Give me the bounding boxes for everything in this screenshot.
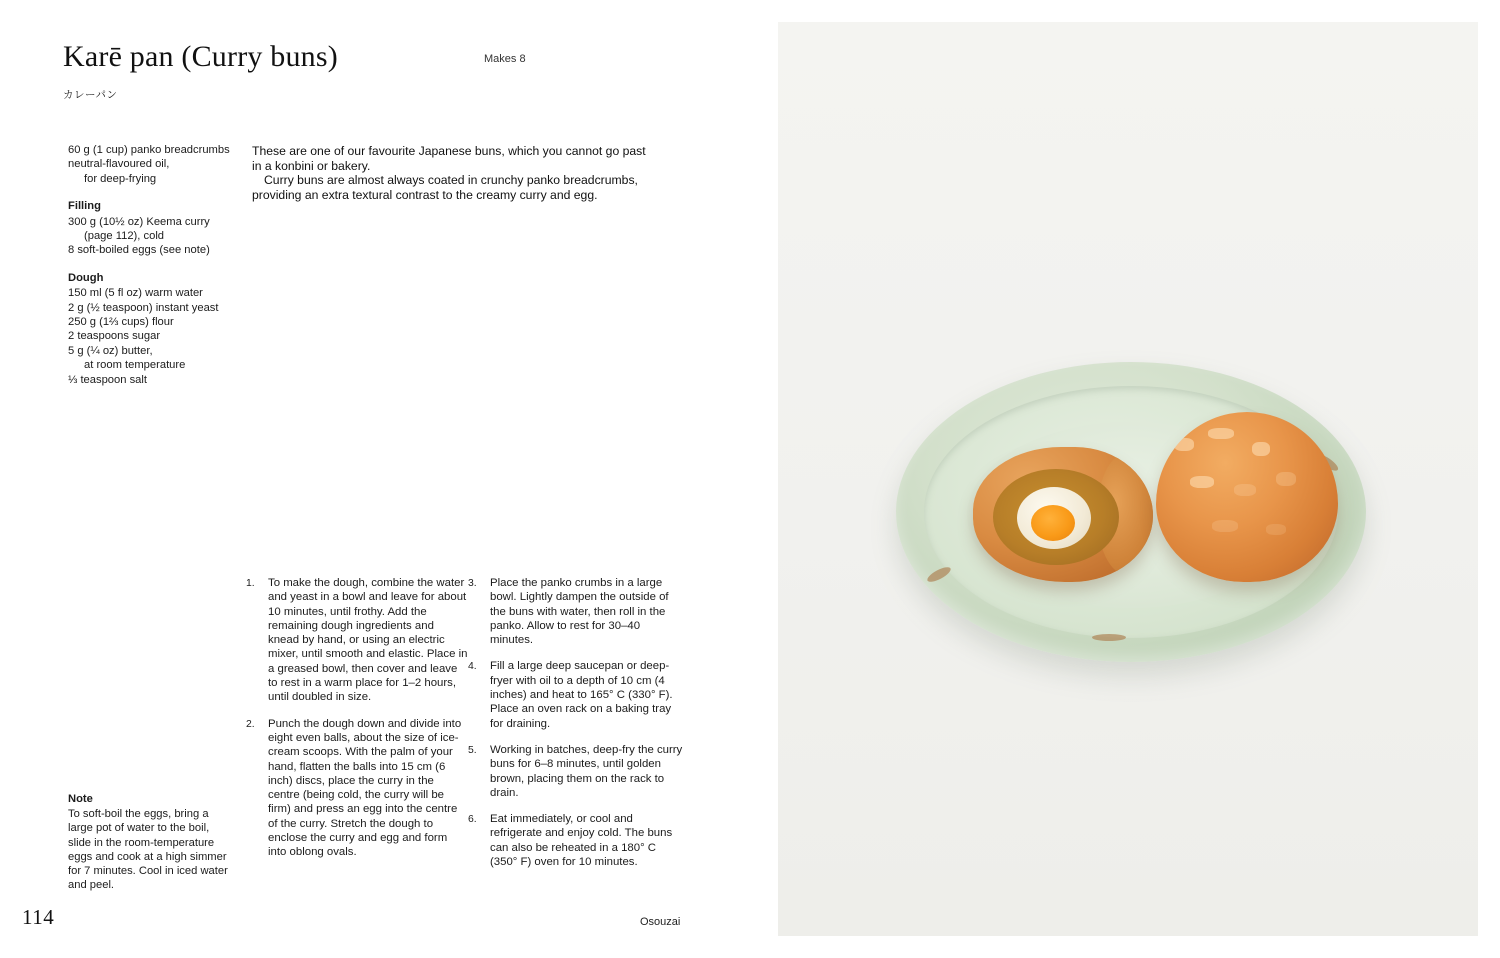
ingredient-item: 2 teaspoons sugar (68, 330, 161, 343)
ingredient-item: for deep-frying (84, 172, 157, 185)
recipe-photo (778, 22, 1478, 936)
ingredient-item: neutral-flavoured oil, (68, 158, 170, 171)
step-number: 3. (468, 578, 477, 589)
recipe-yield: Makes 8 (484, 53, 526, 65)
note-heading: Note (68, 793, 93, 805)
method-step (246, 576, 468, 705)
curry-bun-whole (1156, 412, 1338, 582)
plate-chip (1092, 634, 1126, 641)
ingredient-item: 300 g (10½ oz) Keema curry (68, 215, 210, 228)
ingredient-group-heading: Dough (68, 271, 104, 284)
egg-yolk (1031, 505, 1075, 541)
step-number: 2. (246, 718, 255, 730)
page-title: Karē pan (Curry buns) (63, 40, 338, 73)
ingredient-item: 5 g (¼ oz) butter, (68, 344, 153, 357)
ingredient-item: ⅓ teaspoon salt (68, 373, 147, 386)
step-text: Working in batches, deep-fry the curry buns for 6–8 minutes, until golden brown, placing them on the rack to drain. (490, 743, 683, 799)
method-step (468, 576, 686, 647)
panko-crumb (1252, 442, 1270, 456)
panko-crumb (1266, 524, 1286, 535)
method-column-left (246, 576, 468, 872)
step-number: 6. (468, 814, 477, 826)
intro-paragraph: Curry buns are almost always coated in crunchy panko breadcrumbs, providing an extra textural contrast to the creamy curry and egg. (252, 173, 638, 202)
ingredient-item: (page 112), cold (84, 230, 165, 243)
intro-paragraph: These are one of our favourite Japanese buns, which you cannot go past in a konbini or bakery. (252, 144, 646, 173)
note-text: To soft-boil the eggs, bring a large pot of water to the boil, slide in the room-temperature eggs and cook at a high simmer for 7 minutes. Cool in iced water and peel. (68, 808, 228, 892)
method-step (468, 743, 686, 800)
ingredient-item: 250 g (1⅔ cups) flour (68, 316, 174, 329)
panko-crumb (1212, 520, 1238, 532)
recipe-note (68, 792, 228, 892)
step-text: Place the panko crumbs in a large bowl. Lightly dampen the outside of the buns with water, then roll in the panko. Allow to rest for 30–40 minutes. (490, 577, 669, 647)
curry-bun-cut-open (973, 447, 1153, 582)
method-step (246, 717, 468, 860)
ingredient-item: at room temperature (84, 359, 186, 372)
ingredient-group (68, 143, 240, 186)
step-number: 1. (246, 578, 255, 589)
panko-crumb (1276, 472, 1296, 486)
step-text: Eat immediately, or cool and refrigerate and enjoy cold. The buns can also be reheated in a 180° C (350° F) oven for 10 minutes. (490, 813, 673, 869)
step-number: 4. (468, 661, 477, 673)
panko-crumb (1234, 484, 1256, 496)
step-text: Punch the dough down and divide into eight even balls, about the size of ice-cream scoops. With the palm of your hand, flatten the balls into 15 cm (6 inch) discs, place the curry in the centre (being cold, the curry will be firm) and press an egg into the centre of the curry. Stretch the dough to enclose the curry and egg and form into oblong ovals. (268, 717, 462, 859)
ingredient-group-heading: Filling (68, 200, 101, 213)
method-step (468, 812, 686, 869)
panko-crumb (1208, 428, 1234, 439)
ingredient-group (68, 199, 240, 258)
plate-chip (925, 564, 952, 584)
title-block (63, 40, 663, 102)
method-column-right (468, 576, 686, 881)
panko-crumb (1190, 476, 1214, 488)
recipe-intro (252, 144, 656, 202)
panko-crumb (1174, 438, 1194, 451)
recipe-title-japanese: カレーパン (63, 89, 118, 101)
page-number: 114 (22, 905, 55, 929)
step-number: 5. (468, 744, 477, 756)
ingredient-item: 2 g (½ teaspoon) instant yeast (68, 301, 219, 314)
ingredient-item: 150 ml (5 fl oz) warm water (68, 287, 203, 300)
method-step (468, 659, 686, 730)
ingredients-list (68, 143, 240, 387)
ingredient-item: 60 g (1 cup) panko breadcrumbs (68, 144, 230, 156)
step-text: Fill a large deep saucepan or deep-fryer with oil to a depth of 10 cm (4 inches) and heat to 165° C (330° F). Place an oven rack on a baking tray for draining. (490, 660, 673, 730)
running-head: Osouzai (640, 916, 681, 928)
photo-background (778, 22, 1478, 936)
ingredient-group (68, 271, 240, 387)
step-text: To make the dough, combine the water and yeast in a bowl and leave for about 10 minutes, until frothy. Add the remaining dough ingredients and knead by hand, or using an electric mixer, until smooth and elastic. Place in a greased bowl, then cover and leave to rest in a warm place for 1–2 hours, until doubled in size. (268, 577, 468, 704)
ingredient-item: 8 soft-boiled eggs (see note) (68, 244, 210, 257)
